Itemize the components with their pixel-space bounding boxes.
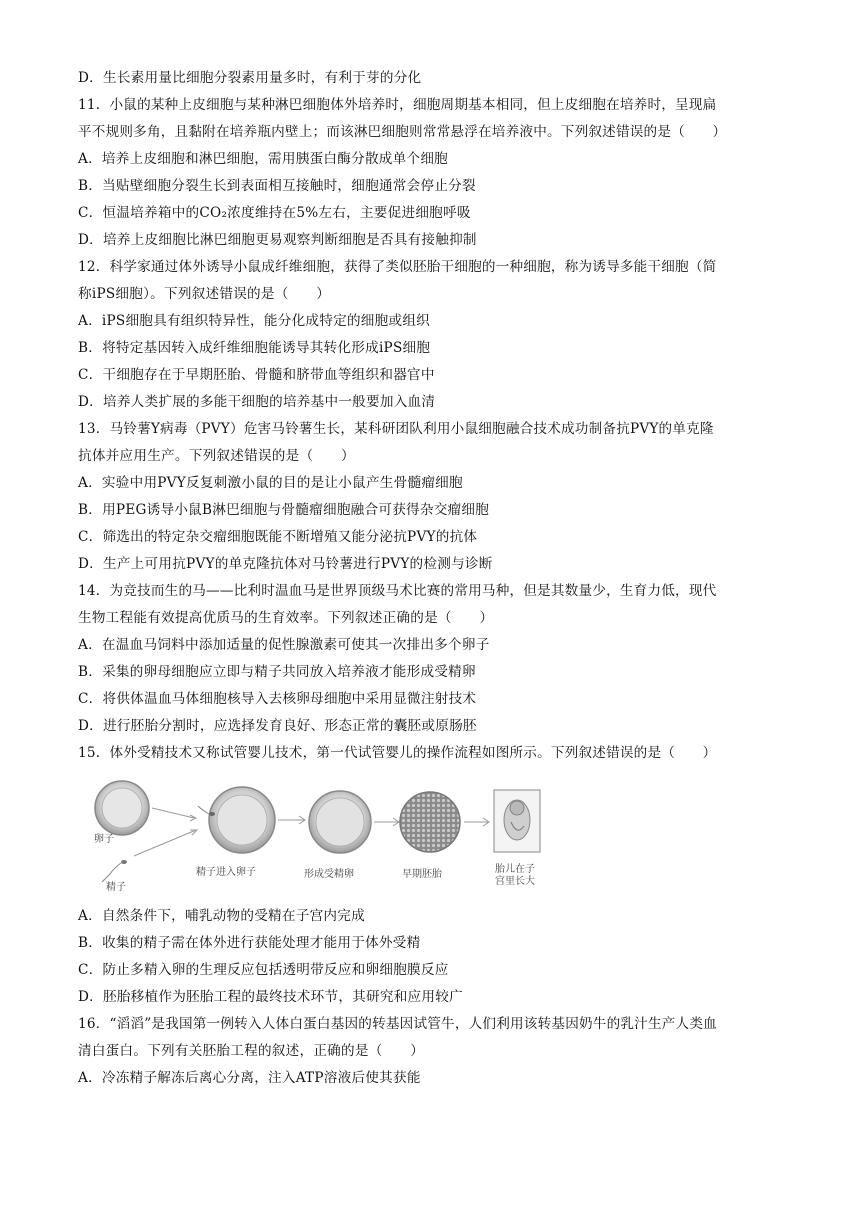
option-14-c: C．将供体温血马体细胞核导入去核卵母细胞中采用显微注射技术 xyxy=(78,691,477,707)
option-14-a: A．在温血马饲料中添加适量的促性腺激素可使其一次排出多个卵子 xyxy=(78,637,490,653)
sperm-enters-egg-label: 精子进入卵子 xyxy=(196,867,256,878)
sperm-entering-egg-icon xyxy=(198,787,275,853)
option-11-c: C．恒温培养箱中的CO₂浓度维持在5%左右，主要促进细胞呼吸 xyxy=(78,205,471,221)
question-11-stem: 11．小鼠的某种上皮细胞与某种淋巴细胞体外培养时，细胞周期基本相同，但上皮细胞在培养时，呈现扁 xyxy=(78,97,717,113)
fetus-icon xyxy=(494,790,540,852)
zygote-icon xyxy=(309,791,371,853)
sperm-icon xyxy=(102,860,127,882)
arrow-icon xyxy=(152,808,194,818)
arrow-icon xyxy=(134,830,196,856)
fetus-label-line2: 宫里长大 xyxy=(495,876,535,887)
ivf-process-diagram xyxy=(86,778,566,896)
fetus-label-line1: 胎儿在子 xyxy=(495,864,535,875)
option-14-b: B．采集的卵母细胞应立即与精子共同放入培养液才能形成受精卵 xyxy=(78,664,476,680)
zygote-label: 形成受精卵 xyxy=(304,869,354,880)
option-13-a: A．实验中用PVY反复刺激小鼠的目的是让小鼠产生骨髓瘤细胞 xyxy=(78,475,463,491)
sperm-label: 精子 xyxy=(106,882,126,893)
option-16-a: A．冷冻精子解冻后离心分离，注入ATP溶液后使其获能 xyxy=(78,1070,421,1086)
question-16-stem: 16．“滔滔”是我国第一例转入人体白蛋白基因的转基因试管牛，人们利用该转基因奶牛的乳汁生产人类血 xyxy=(78,1016,717,1032)
option-15-d: D．胚胎移植作为胚胎工程的最终技术环节，其研究和应用较广 xyxy=(78,989,463,1005)
question-12-stem-cont: 称iPS细胞）。下列叙述错误的是（ ） xyxy=(78,286,331,302)
question-13-stem-cont: 抗体并应用生产。下列叙述错误的是（ ） xyxy=(78,448,355,464)
ivf-process-figure xyxy=(86,778,566,896)
option-11-a: A．培养上皮细胞和淋巴细胞，需用胰蛋白酶分散成单个细胞 xyxy=(78,151,449,167)
question-13-stem: 13．马铃薯Y病毒（PVY）危害马铃薯生长，某科研团队利用小鼠细胞融合技术成功制备抗PVY的单克隆 xyxy=(78,421,714,437)
option-13-d: D．生产上可用抗PVY的单克隆抗体对马铃薯进行PVY的检测与诊断 xyxy=(78,556,493,572)
option-11-d: D．培养上皮细胞比淋巴细胞更易观察判断细胞是否具有接触抑制 xyxy=(78,232,477,248)
question-11-stem-cont: 平不规则多角，且黏附在培养瓶内壁上；而该淋巴细胞则常常悬浮在培养液中。下列叙述错误的是（ ） xyxy=(78,124,727,140)
option-13-c: C．筛选出的特定杂交瘤细胞既能不断增殖又能分泌抗PVY的抗体 xyxy=(78,529,478,545)
question-16-stem-cont: 清白蛋白。下列有关胚胎工程的叙述，正确的是（ ） xyxy=(78,1043,425,1059)
option-15-a: A．自然条件下，哺乳动物的受精在子宫内完成 xyxy=(78,908,365,924)
question-15-stem: 15．体外受精技术又称试管婴儿技术，第一代试管婴儿的操作流程如图所示。下列叙述错误的是（ ） xyxy=(78,745,717,761)
egg-label: 卵子 xyxy=(94,834,114,845)
question-14-stem-cont: 生物工程能有效提高优质马的生育效率。下列叙述正确的是（ ） xyxy=(78,610,494,626)
early-embryo-label: 早期胚胎 xyxy=(402,869,442,880)
option-12-c: C．干细胞存在于早期胚胎、骨髓和脐带血等组织和器官中 xyxy=(78,367,435,383)
egg-cell-icon xyxy=(95,781,149,835)
option-13-b: B．用PEG诱导小鼠B淋巴细胞与骨髓瘤细胞融合可获得杂交瘤细胞 xyxy=(78,502,490,518)
option-12-b: B．将特定基因转入成纤维细胞能诱导其转化形成iPS细胞 xyxy=(78,340,431,356)
option-12-d: D．培养人类扩展的多能干细胞的培养基中一般要加入血清 xyxy=(78,394,436,410)
option-10-d: D．生长素用量比细胞分裂素用量多时，有利于芽的分化 xyxy=(78,70,422,86)
option-14-d: D．进行胚胎分割时，应选择发育良好、形态正常的囊胚或原肠胚 xyxy=(78,718,477,734)
option-12-a: A．iPS细胞具有组织特异性，能分化成特定的细胞或组织 xyxy=(78,313,431,329)
question-12-stem: 12．科学家通过体外诱导小鼠成纤维细胞，获得了类似胚胎干细胞的一种细胞，称为诱导多能干细胞（简 xyxy=(78,259,717,275)
option-15-b: B．收集的精子需在体外进行获能处理才能用于体外受精 xyxy=(78,935,421,951)
option-15-c: C．防止多精入卵的生理反应包括透明带反应和卵细胞膜反应 xyxy=(78,962,449,978)
option-11-b: B．当贴壁细胞分裂生长到表面相互接触时，细胞通常会停止分裂 xyxy=(78,178,476,194)
early-embryo-icon xyxy=(400,792,460,852)
question-14-stem: 14．为竞技而生的马——比利时温血马是世界顶级马术比赛的常用马种，但是其数量少，生育力低，现代 xyxy=(78,583,717,599)
